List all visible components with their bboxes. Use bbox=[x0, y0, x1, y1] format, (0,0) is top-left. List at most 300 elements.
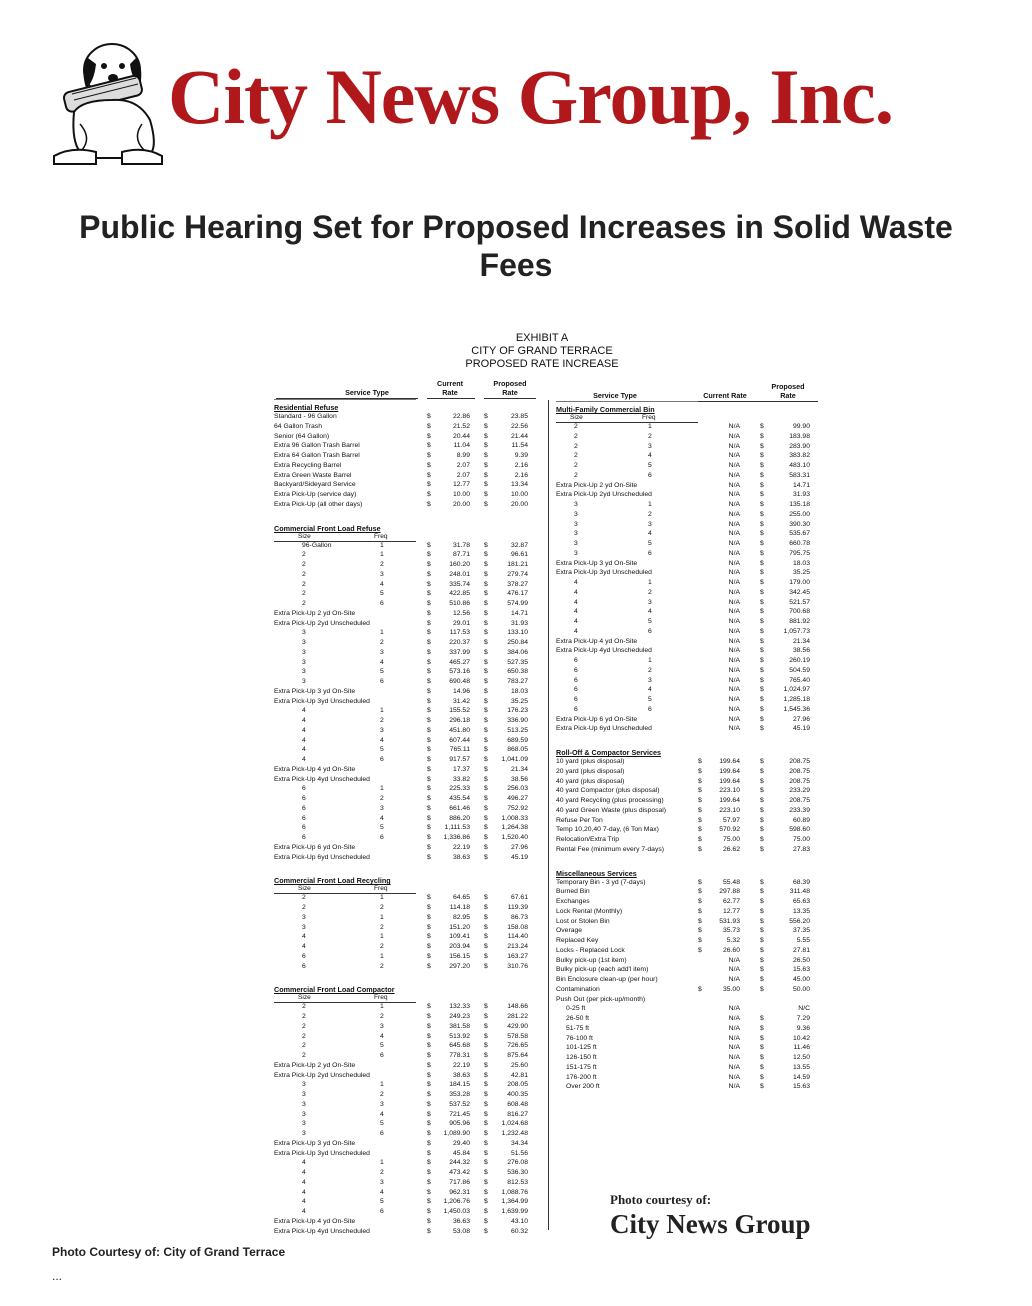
dollar-sign: $ bbox=[427, 600, 431, 607]
service-label: Overage bbox=[556, 927, 583, 935]
current-rate-value: 11.04 bbox=[453, 442, 470, 450]
dollar-sign: $ bbox=[484, 1003, 488, 1011]
proposed-rate-value: 43.10 bbox=[510, 1217, 528, 1225]
table-row bbox=[262, 422, 822, 431]
dollar-sign: $ bbox=[760, 442, 764, 450]
size-cell: 3 bbox=[302, 658, 306, 666]
current-rate-value: 905.96 bbox=[449, 1120, 470, 1128]
proposed-rate-value: 60.32 bbox=[510, 1227, 528, 1235]
dollar-sign: $ bbox=[484, 481, 488, 489]
header-rule bbox=[427, 398, 475, 399]
dollar-sign: $ bbox=[427, 1217, 431, 1225]
proposed-rate-value: 476.17 bbox=[507, 590, 528, 598]
freq-cell: 5 bbox=[648, 540, 652, 547]
current-rate-value: 20.00 bbox=[452, 500, 470, 508]
proposed-rate-value: 27.96 bbox=[792, 715, 810, 723]
table-row bbox=[262, 627, 822, 636]
photo-credit-line2: City News Group bbox=[610, 1209, 811, 1239]
dollar-sign: $ bbox=[484, 1159, 488, 1167]
dollar-sign: $ bbox=[760, 946, 764, 954]
dollar-sign: $ bbox=[484, 1100, 488, 1108]
current-rate-value: 155.52 bbox=[449, 707, 470, 715]
current-rate-value: 244.32 bbox=[449, 1159, 470, 1167]
dollar-sign: $ bbox=[760, 806, 764, 814]
dollar-sign: $ bbox=[484, 1120, 488, 1128]
current-rate-value: 26.62 bbox=[722, 845, 740, 853]
freq-cell: 6 bbox=[648, 705, 652, 713]
current-rate-value: 435.54 bbox=[449, 795, 470, 802]
dollar-sign: $ bbox=[760, 705, 764, 713]
freq-cell: 4 bbox=[380, 1110, 384, 1118]
right-header-proposed-rate-label: Rate bbox=[780, 391, 796, 400]
service-label: Exchanges bbox=[556, 898, 590, 905]
dollar-sign: $ bbox=[760, 481, 764, 489]
proposed-rate-value: 1,364.99 bbox=[501, 1198, 528, 1206]
service-label: 51-75 ft bbox=[566, 1024, 590, 1032]
dollar-sign: $ bbox=[484, 717, 488, 724]
table-row bbox=[262, 656, 822, 665]
current-rate-value: 1,089.90 bbox=[443, 1130, 470, 1137]
dollar-sign: $ bbox=[484, 639, 488, 646]
current-rate-value: 35.00 bbox=[722, 985, 740, 993]
proposed-rate-value: 45.19 bbox=[792, 725, 810, 733]
dollar-sign: $ bbox=[698, 917, 702, 925]
freq-cell: 6 bbox=[380, 834, 384, 841]
proposed-rate-value: 812.53 bbox=[507, 1178, 528, 1186]
table-row bbox=[262, 724, 822, 733]
proposed-rate-value: 208.05 bbox=[507, 1081, 528, 1089]
current-rate-value: 109.41 bbox=[449, 933, 470, 941]
proposed-rate-value: 14.59 bbox=[792, 1073, 810, 1081]
freq-cell: 2 bbox=[380, 1169, 384, 1176]
exhibit-subtitle: PROPOSED RATE INCREASE bbox=[465, 358, 619, 370]
dollar-sign: $ bbox=[427, 736, 431, 744]
dollar-sign: $ bbox=[484, 1149, 488, 1157]
dollar-sign: $ bbox=[760, 985, 764, 993]
current-rate-value: 465.27 bbox=[449, 658, 470, 666]
current-rate-value: N/A bbox=[728, 442, 740, 450]
table-row bbox=[262, 1129, 544, 1138]
dollar-sign: $ bbox=[484, 1052, 488, 1059]
dollar-sign: $ bbox=[427, 1110, 431, 1118]
current-rate-value: 156.15 bbox=[449, 952, 470, 960]
freq-cell: 1 bbox=[648, 657, 652, 664]
dollar-sign: $ bbox=[484, 1130, 488, 1137]
dollar-sign: $ bbox=[760, 715, 764, 723]
freq-cell: 1 bbox=[380, 551, 384, 559]
dollar-sign: $ bbox=[760, 966, 764, 974]
current-rate-value: 1,111.53 bbox=[444, 824, 470, 832]
dollar-sign: $ bbox=[760, 907, 764, 915]
dollar-sign: $ bbox=[484, 658, 488, 666]
size-cell: 4 bbox=[302, 717, 306, 724]
service-label: Push Out (per pick-up/month) bbox=[556, 995, 646, 1003]
table-row bbox=[262, 578, 822, 587]
size-cell: 4 bbox=[574, 608, 578, 616]
proposed-rate-value: 1,008.33 bbox=[501, 814, 528, 822]
size-cell: 4 bbox=[302, 1208, 306, 1215]
table-row bbox=[262, 1139, 544, 1148]
current-rate-value: 75.00 bbox=[722, 836, 740, 843]
dollar-sign: $ bbox=[760, 787, 764, 795]
table-row bbox=[262, 607, 822, 616]
dollar-sign: $ bbox=[698, 907, 702, 915]
dollar-sign: $ bbox=[760, 696, 764, 703]
table-row bbox=[262, 490, 822, 499]
dollar-sign: $ bbox=[484, 580, 488, 588]
size-cell: 3 bbox=[574, 501, 578, 508]
dollar-sign: $ bbox=[427, 756, 431, 763]
current-rate-value: 57.97 bbox=[722, 816, 740, 824]
dollar-sign: $ bbox=[760, 816, 764, 824]
dollar-sign: $ bbox=[427, 952, 431, 960]
current-rate-value: 297.20 bbox=[449, 962, 470, 970]
list-item bbox=[262, 777, 822, 786]
list-item bbox=[262, 897, 822, 906]
table-row bbox=[262, 646, 822, 655]
table-row bbox=[262, 745, 544, 754]
proposed-rate-value: 752.92 bbox=[507, 804, 528, 812]
current-rate-value: 2.07 bbox=[456, 471, 470, 479]
freq-column-header: Freq bbox=[374, 885, 388, 893]
proposed-rate-value: 11.54 bbox=[511, 442, 528, 450]
dollar-sign: $ bbox=[427, 904, 431, 911]
table-row bbox=[262, 715, 822, 724]
table-row bbox=[262, 442, 822, 451]
list-item bbox=[262, 878, 822, 887]
size-cell: 3 bbox=[574, 510, 578, 518]
table-row bbox=[262, 432, 822, 441]
dollar-sign: $ bbox=[760, 452, 764, 460]
size-cell: 4 bbox=[574, 618, 578, 625]
dollar-sign: $ bbox=[427, 491, 431, 498]
proposed-rate-value: 496.27 bbox=[507, 795, 528, 802]
proposed-rate-value: 390.30 bbox=[789, 520, 810, 528]
size-cell: 3 bbox=[574, 549, 578, 557]
list-item bbox=[262, 965, 822, 974]
current-rate-value: N/A bbox=[728, 579, 740, 586]
size-cell: 3 bbox=[302, 1100, 306, 1108]
current-rate-value: 82.95 bbox=[452, 913, 470, 921]
current-rate-value: 510.86 bbox=[449, 600, 470, 607]
current-rate-value: 422.85 bbox=[449, 590, 470, 598]
freq-cell: 3 bbox=[648, 598, 652, 606]
service-label: 151-175 ft bbox=[566, 1063, 597, 1071]
proposed-rate-value: 13.55 bbox=[792, 1063, 810, 1071]
table-row bbox=[262, 451, 822, 460]
proposed-rate-value: 21.44 bbox=[510, 432, 528, 440]
page-title: Public Hearing Set for Proposed Increases in Solid Waste Fees bbox=[79, 209, 953, 283]
dollar-sign: $ bbox=[484, 904, 488, 911]
table-row bbox=[262, 1110, 544, 1119]
dollar-sign: $ bbox=[484, 500, 488, 508]
freq-cell: 2 bbox=[380, 717, 384, 724]
table-row bbox=[262, 1119, 544, 1128]
dollar-sign: $ bbox=[427, 943, 431, 950]
proposed-rate-value: 42.81 bbox=[510, 1071, 528, 1079]
dollar-sign: $ bbox=[760, 530, 764, 538]
service-label: 40 yard Compactor (plus disposal) bbox=[556, 787, 660, 795]
service-label: Extra Pick-Up 6 yd On-Site bbox=[274, 843, 356, 851]
dog-with-newspaper-icon bbox=[52, 28, 164, 168]
proposed-rate-value: 2.16 bbox=[514, 461, 528, 469]
freq-cell: 5 bbox=[380, 668, 384, 676]
freq-column-header: Freq bbox=[374, 994, 388, 1002]
list-item bbox=[262, 936, 822, 945]
dollar-sign: $ bbox=[760, 898, 764, 905]
proposed-rate-value: 765.40 bbox=[789, 676, 810, 684]
service-label: 0-25 ft bbox=[566, 1005, 586, 1013]
list-item bbox=[262, 995, 822, 1004]
table-row bbox=[262, 676, 822, 685]
size-cell: 6 bbox=[302, 962, 306, 970]
freq-cell: 1 bbox=[380, 933, 384, 941]
size-cell: 2 bbox=[302, 600, 306, 607]
dollar-sign: $ bbox=[427, 1139, 431, 1147]
current-rate-value: 14.96 bbox=[452, 687, 470, 695]
proposed-rate-value: 35.25 bbox=[510, 697, 528, 705]
current-rate-value: N/A bbox=[728, 540, 740, 547]
proposed-rate-value: 208.75 bbox=[789, 797, 810, 804]
size-cell: 4 bbox=[302, 1159, 306, 1167]
proposed-rate-value: 384.06 bbox=[507, 648, 528, 656]
proposed-rate-value: 45.00 bbox=[792, 976, 810, 983]
current-rate-value: 537.52 bbox=[449, 1100, 470, 1108]
proposed-rate-value: 504.59 bbox=[789, 666, 810, 674]
proposed-rate-value: 21.34 bbox=[510, 765, 528, 773]
dollar-sign: $ bbox=[760, 1015, 764, 1022]
size-cell: 3 bbox=[302, 1120, 306, 1128]
proposed-rate-value: 27.96 bbox=[510, 843, 528, 851]
service-label: Extra Pick-Up (service day) bbox=[274, 491, 357, 498]
proposed-rate-value: 20.00 bbox=[510, 500, 528, 508]
dollar-sign: $ bbox=[760, 1024, 764, 1032]
freq-cell: 5 bbox=[380, 746, 384, 754]
proposed-rate-value: 535.67 bbox=[789, 530, 810, 538]
right-header-service-type: Service Type bbox=[593, 391, 637, 400]
current-rate-value: 225.33 bbox=[449, 785, 470, 793]
dollar-sign: $ bbox=[698, 767, 702, 775]
current-rate-value: 36.63 bbox=[452, 1217, 470, 1225]
table-row bbox=[262, 736, 544, 745]
dollar-sign: $ bbox=[427, 639, 431, 646]
dollar-sign: $ bbox=[760, 826, 764, 834]
size-cell: 6 bbox=[574, 705, 578, 713]
dollar-sign: $ bbox=[427, 541, 431, 549]
current-rate-value: 12.77 bbox=[722, 907, 740, 915]
proposed-rate-value: 37.35 bbox=[792, 927, 810, 935]
dollar-sign: $ bbox=[427, 1071, 431, 1079]
service-label: Extra Pick-Up 6 yd On-Site bbox=[556, 715, 638, 723]
dollar-sign: $ bbox=[484, 609, 488, 617]
proposed-rate-value: 311.48 bbox=[789, 888, 810, 896]
table-row bbox=[262, 549, 822, 558]
size-cell: 6 bbox=[302, 795, 306, 802]
proposed-rate-value: 31.93 bbox=[510, 619, 528, 627]
dollar-sign: $ bbox=[760, 956, 764, 964]
current-rate-value: N/A bbox=[728, 696, 740, 703]
dollar-sign: $ bbox=[760, 686, 764, 694]
proposed-rate-value: 574.99 bbox=[507, 600, 528, 607]
dollar-sign: $ bbox=[427, 814, 431, 822]
proposed-rate-value: 14.71 bbox=[792, 481, 810, 489]
header-rule bbox=[484, 398, 536, 399]
current-rate-value: 62.77 bbox=[722, 898, 740, 905]
dollar-sign: $ bbox=[698, 946, 702, 954]
dollar-sign: $ bbox=[484, 795, 488, 802]
size-cell: 3 bbox=[302, 1091, 306, 1098]
dollar-sign: $ bbox=[427, 1178, 431, 1186]
dollar-sign: $ bbox=[484, 1032, 488, 1040]
proposed-rate-value: 10.00 bbox=[510, 491, 528, 498]
dollar-sign: $ bbox=[484, 1081, 488, 1089]
freq-cell: 6 bbox=[380, 678, 384, 685]
freq-cell: 3 bbox=[380, 1178, 384, 1186]
current-rate-value: 5.32 bbox=[726, 937, 740, 944]
proposed-rate-value: 536.30 bbox=[507, 1169, 528, 1176]
table-row bbox=[262, 568, 822, 577]
dollar-sign: $ bbox=[760, 777, 764, 785]
service-label: Extra Pick-Up 3 yd On-Site bbox=[274, 687, 356, 695]
current-rate-value: 45.84 bbox=[452, 1149, 470, 1157]
proposed-rate-value: 783.27 bbox=[507, 678, 528, 685]
proposed-rate-value: 726.65 bbox=[507, 1042, 528, 1050]
freq-cell: 3 bbox=[380, 648, 384, 656]
proposed-rate-value: 86.73 bbox=[510, 913, 528, 921]
current-rate-value: N/A bbox=[728, 452, 740, 460]
dollar-sign: $ bbox=[698, 985, 702, 993]
list-item bbox=[262, 1024, 822, 1033]
current-rate-value: 451.80 bbox=[449, 726, 470, 734]
service-label: Senior (64 Gallon) bbox=[274, 432, 330, 440]
freq-cell: 5 bbox=[380, 590, 384, 598]
dollar-sign: $ bbox=[760, 520, 764, 528]
proposed-rate-value: 556.20 bbox=[789, 917, 810, 925]
size-cell: 3 bbox=[302, 668, 306, 676]
dollar-sign: $ bbox=[484, 629, 488, 637]
dollar-sign: $ bbox=[427, 1198, 431, 1206]
dollar-sign: $ bbox=[427, 668, 431, 676]
dollar-sign: $ bbox=[427, 923, 431, 931]
dollar-sign: $ bbox=[760, 559, 764, 567]
table-row bbox=[262, 1217, 544, 1226]
current-rate-value: N/A bbox=[728, 725, 740, 733]
table-row bbox=[262, 1227, 544, 1236]
dollar-sign: $ bbox=[760, 618, 764, 625]
list-item bbox=[262, 926, 822, 935]
freq-cell: 4 bbox=[380, 736, 384, 744]
current-rate-value: N/A bbox=[728, 966, 740, 974]
current-rate-value: N/A bbox=[728, 715, 740, 723]
table-row bbox=[262, 559, 822, 568]
service-label: Bulky pick-up (1st item) bbox=[556, 956, 627, 964]
dollar-sign: $ bbox=[484, 804, 488, 812]
dollar-sign: $ bbox=[760, 976, 764, 983]
dollar-sign: $ bbox=[427, 413, 431, 420]
photo-credit-stamp bbox=[610, 1192, 811, 1240]
freq-cell: 4 bbox=[648, 686, 652, 694]
size-cell: 2 bbox=[302, 570, 306, 578]
service-label: 10 yard (plus disposal) bbox=[556, 758, 625, 765]
dollar-sign: $ bbox=[760, 569, 764, 577]
proposed-rate-value: 5.55 bbox=[796, 937, 810, 944]
proposed-rate-value: 1,024.97 bbox=[783, 686, 810, 694]
proposed-rate-value: 12.50 bbox=[792, 1054, 810, 1061]
current-rate-value: N/A bbox=[728, 1063, 740, 1071]
dollar-sign: $ bbox=[484, 452, 488, 459]
dollar-sign: $ bbox=[698, 777, 702, 785]
proposed-rate-value: 213.24 bbox=[507, 943, 528, 950]
current-rate-value: N/A bbox=[728, 686, 740, 694]
proposed-rate-value: 208.75 bbox=[789, 777, 810, 785]
service-label: Extra Pick-Up 4yd Unscheduled bbox=[556, 647, 652, 655]
current-rate-value: 114.18 bbox=[449, 904, 470, 911]
size-cell: 3 bbox=[302, 639, 306, 646]
current-rate-value: 132.33 bbox=[449, 1003, 470, 1011]
table-row bbox=[262, 1197, 544, 1206]
table-row bbox=[262, 1188, 544, 1197]
brand-name[interactable]: City News Group, Inc. bbox=[168, 53, 894, 140]
proposed-rate-value: 279.74 bbox=[507, 570, 528, 578]
service-label: Backyard/Sideyard Service bbox=[274, 481, 356, 489]
size-cell: 3 bbox=[302, 1110, 306, 1118]
current-rate-value: 38.63 bbox=[452, 853, 470, 861]
dollar-sign: $ bbox=[760, 491, 764, 499]
dollar-sign: $ bbox=[484, 687, 488, 695]
service-label: Temp 10,20,40 7-day, (6 Ton Max) bbox=[556, 826, 659, 834]
proposed-rate-value: 35.25 bbox=[792, 569, 810, 577]
service-label: Extra Pick-Up 2 yd On-Site bbox=[274, 1061, 356, 1069]
exhibit-city: CITY OF GRAND TERRACE bbox=[471, 345, 613, 357]
current-rate-value: 17.37 bbox=[452, 765, 470, 773]
dollar-sign: $ bbox=[484, 962, 488, 970]
left-header-service-type: Service Type bbox=[345, 388, 389, 397]
current-rate-value: N/A bbox=[728, 588, 740, 596]
current-rate-value: 199.64 bbox=[719, 777, 740, 785]
proposed-rate-value: 1,057.73 bbox=[783, 627, 810, 635]
current-rate-value: 12.77 bbox=[452, 481, 470, 489]
freq-cell: 4 bbox=[380, 814, 384, 822]
current-rate-value: 29.40 bbox=[452, 1139, 470, 1147]
list-item bbox=[262, 835, 822, 844]
freq-cell: 2 bbox=[648, 432, 652, 440]
service-label: Temporary Bin - 3 yd (7-days) bbox=[556, 878, 646, 886]
proposed-rate-value: 881.92 bbox=[789, 618, 810, 625]
service-label: 101-125 ft bbox=[566, 1044, 597, 1052]
dollar-sign: $ bbox=[427, 1120, 431, 1128]
proposed-rate-value: 38.56 bbox=[510, 775, 528, 783]
service-label: 20 yard (plus disposal) bbox=[556, 767, 625, 775]
table-row bbox=[262, 510, 822, 519]
section-title: Residential Refuse bbox=[274, 403, 339, 412]
dollar-sign: $ bbox=[484, 1013, 488, 1020]
dollar-sign: $ bbox=[760, 462, 764, 469]
table-row bbox=[262, 598, 822, 607]
size-cell: 2 bbox=[574, 442, 578, 450]
dollar-sign: $ bbox=[427, 795, 431, 802]
current-rate-value: N/A bbox=[728, 1005, 740, 1013]
dollar-sign: $ bbox=[760, 1054, 764, 1061]
proposed-rate-value: 578.58 bbox=[507, 1032, 528, 1040]
current-rate-value: 199.64 bbox=[719, 767, 740, 775]
freq-cell: 1 bbox=[648, 579, 652, 586]
dollar-sign: $ bbox=[427, 894, 431, 902]
dollar-sign: $ bbox=[484, 785, 488, 793]
proposed-rate-value: 31.93 bbox=[792, 491, 810, 499]
section-title: Multi-Family Commercial Bin bbox=[556, 405, 655, 414]
table-row bbox=[262, 461, 822, 470]
current-rate-value: 87.71 bbox=[452, 551, 470, 559]
